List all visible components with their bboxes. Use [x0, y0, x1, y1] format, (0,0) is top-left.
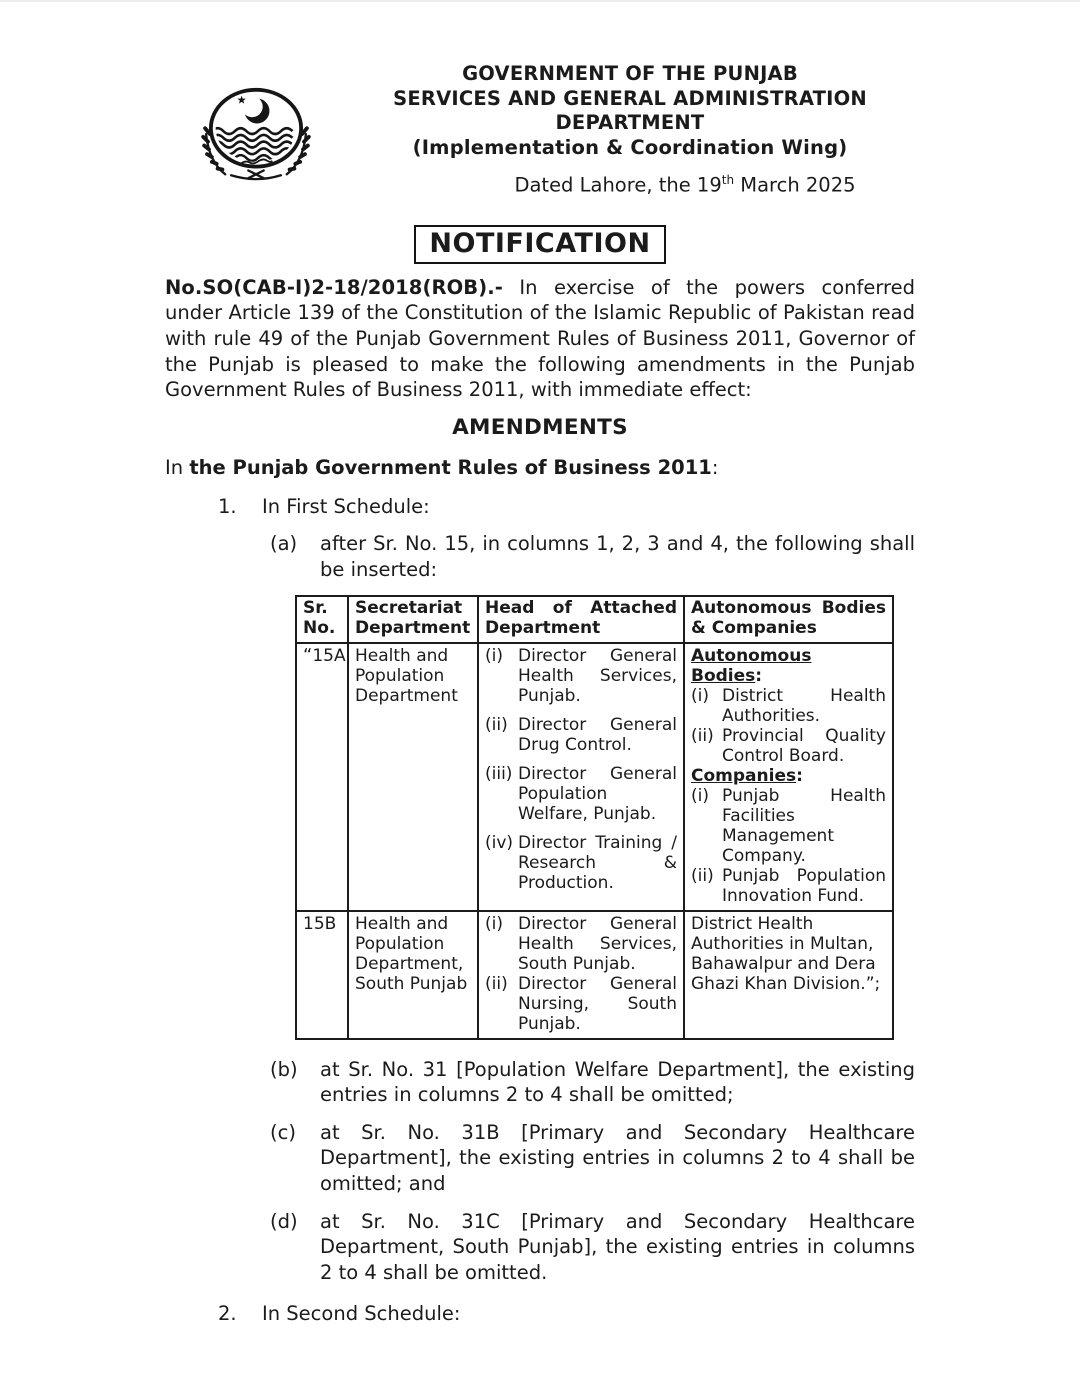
cell-attached-15a — [478, 643, 684, 911]
attached-heads-list — [485, 646, 677, 893]
table-row-15b — [296, 911, 893, 1039]
clause-d-text: at Sr. No. 31C [Primary and Secondary Healthcare Department, South Punjab], the existing entries in columns 2 to 4 shall be omitted. — [320, 1209, 915, 1284]
header-cell-secretariat-department: Secretariat Department — [348, 596, 478, 643]
intro-paragraph: No.SO(CAB-I)2-18/2018(ROB).- In exercise of the powers conferred under Article 139 of the Constitution of the Islamic Republic of Pakistan read with rule 49 of the Punjab Government Rules of Business 2011, Governor of the Punjab is pleased to make the following amendments in the Punjab Government Rules of Business 2011, with immediate effect: — [165, 275, 915, 402]
schedule-table — [295, 595, 894, 1040]
group-heading-companies: Companies: — [691, 765, 803, 786]
clause-a-marker: (a) — [270, 532, 298, 556]
document-header — [312, 2, 948, 197]
header-org-line-3: DEPARTMENT — [555, 111, 705, 135]
list-item: (i) District Health Authorities. — [691, 685, 886, 726]
table-header-row — [296, 596, 893, 643]
notification-title: NOTIFICATION — [414, 225, 665, 264]
clause-a-text: after Sr. No. 15, in columns 1, 2, 3 and 4, the following shall be inserted: — [320, 532, 915, 582]
cell-autonomous-15b: District Health Authorities in Multan, Bahawalpur and Dera Ghazi Khan Division.”; — [684, 911, 893, 1039]
attached-item: (i) Director General Health Services, Punjab. — [485, 645, 677, 706]
header-org-line-1: GOVERNMENT OF THE PUNJAB — [462, 62, 798, 85]
group-heading-autonomous-bodies: Autonomous Bodies: — [691, 645, 812, 686]
attached-item: (ii) Director General Nursing, South Punjab. — [485, 973, 677, 1034]
clause-b-marker: (b) — [270, 1057, 298, 1081]
list-item: (ii) Punjab Population Innovation Fund. — [691, 865, 886, 906]
table-row-15a — [296, 643, 893, 911]
clause-2 — [218, 1301, 915, 1327]
cell-secretariat-15a: Health and Population Department — [348, 643, 478, 911]
date-line: Dated Lahore, the 19th March 2025 — [514, 173, 856, 197]
clause-a — [270, 531, 915, 582]
header-cell-sr-no: Sr. No. — [296, 596, 348, 643]
clause-1-text: In First Schedule: — [262, 494, 430, 518]
clause-c — [270, 1120, 915, 1197]
punjab-crest-icon — [198, 86, 314, 182]
autonomous-bodies-list — [691, 686, 886, 766]
clause-c-text: at Sr. No. 31B [Primary and Secondary Healthcare Department], the existing entries in columns 2 to 4 shall be omitted; and — [320, 1120, 915, 1195]
clause-d — [270, 1209, 915, 1286]
attached-item: (iii) Director General Population Welfare, Punjab. — [485, 763, 677, 824]
preamble-line: In the Punjab Government Rules of Business 2011: — [165, 455, 719, 479]
attached-item: (i) Director General Health Services, South Punjab. — [485, 913, 677, 974]
list-item: (i) Punjab Health Facilities Management Company. — [691, 785, 886, 866]
attached-item: (iv) Director Training / Research & Production. — [485, 832, 677, 893]
cell-sr-15a: “15A — [296, 643, 348, 911]
clause-b-text: at Sr. No. 31 [Population Welfare Department], the existing entries in columns 2 to 4 shall be omitted; — [320, 1057, 915, 1107]
header-cell-autonomous-bodies-companies: Autonomous Bodies & Companies — [684, 596, 893, 643]
cell-secretariat-15b: Health and Population Department, South Punjab — [348, 911, 478, 1039]
clause-d-marker: (d) — [270, 1209, 298, 1233]
attached-heads-list — [485, 914, 677, 1034]
cell-sr-15b: 15B — [296, 911, 348, 1039]
header-org-line-4: (Implementation & Coordination Wing) — [412, 135, 848, 159]
header-org-line-2: SERVICES AND GENERAL ADMINISTRATION — [393, 86, 867, 110]
header-cell-head-of-attached-department: Head of Attached Department — [478, 596, 684, 643]
clause-c-marker: (c) — [270, 1120, 296, 1144]
clause-b — [270, 1057, 915, 1108]
companies-list — [691, 786, 886, 906]
clause-2-text: In Second Schedule: — [262, 1302, 461, 1326]
cell-attached-15b — [478, 911, 684, 1039]
amendments-heading: AMENDMENTS — [452, 414, 628, 440]
list-item: (ii) Provincial Quality Control Board. — [691, 725, 886, 766]
attached-item: (ii) Director General Drug Control. — [485, 714, 677, 755]
clause-1 — [218, 494, 915, 520]
cell-autonomous-15a — [684, 643, 893, 911]
clause-1-marker: 1. — [218, 494, 237, 518]
notification-reference-number: No.SO(CAB-I)2-18/2018(ROB).- — [165, 275, 503, 299]
clause-2-marker: 2. — [218, 1302, 237, 1326]
